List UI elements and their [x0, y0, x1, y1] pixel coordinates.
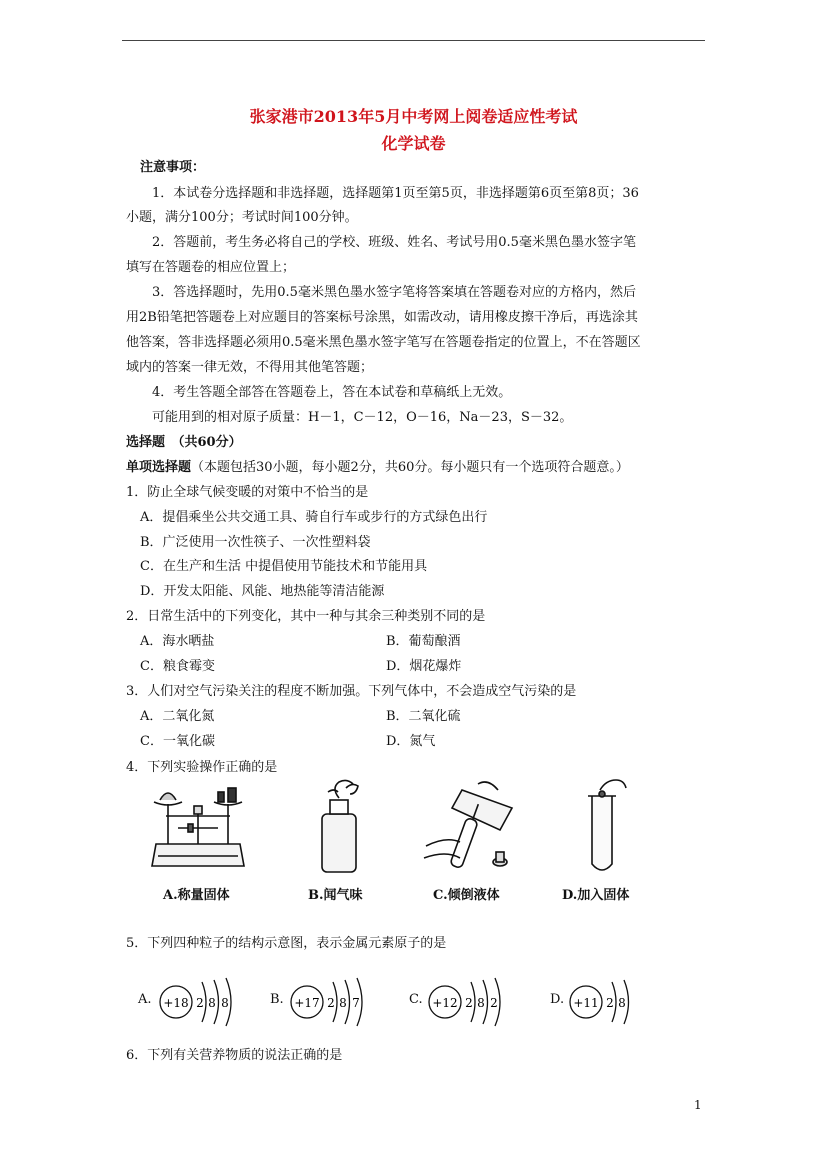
note-4: 4．考生答题全部答在答题卷上，答在本试卷和草稿纸上无效。	[152, 385, 512, 400]
q5-letter-c: C.	[409, 992, 423, 1007]
header-rule	[122, 40, 705, 41]
adding-solid-figure	[580, 776, 630, 876]
atom-diagram-c	[425, 974, 513, 1030]
atom-d-shell-1: 2	[606, 996, 614, 1010]
atom-a-shell-3: 8	[221, 996, 229, 1010]
q3-option-a: A．二氧化氮	[140, 709, 215, 724]
notes-heading: 注意事项：	[140, 160, 206, 175]
q4-caption-a: A.称量固体	[163, 888, 230, 903]
atom-a-nucleus: +18	[163, 996, 189, 1010]
atom-b-shell-1: 2	[327, 996, 335, 1010]
note-2a: 2．答题前，考生务必将自己的学校、班级、姓名、考试号用0.5毫米黑色墨水签字笔	[152, 235, 636, 250]
q1-option-d: D．开发太阳能、风能、地热能等清洁能源	[140, 584, 385, 599]
q6-stem: 6．下列有关营养物质的说法正确的是	[126, 1048, 343, 1063]
note-3b: 用2B铅笔把答题卷上对应题目的答案标号涂黑，如需改动，请用橡皮擦干净后，再选涂其	[126, 310, 638, 325]
q1-option-b: B．广泛使用一次性筷子、一次性塑料袋	[140, 535, 371, 550]
pouring-liquid-figure	[422, 778, 532, 874]
q1-stem: 1．防止全球气候变暖的对策中不恰当的是	[126, 485, 369, 500]
atomic-masses: 可能用到的相对原子质量：H－1，C－12，O－16，Na－23，S－32。	[152, 410, 573, 425]
note-3a: 3．答选择题时，先用0.5毫米黑色墨水签字笔将答案填在答题卷对应的方格内，然后	[152, 285, 636, 300]
q1-option-a: A．提倡乘坐公共交通工具、骑自行车或步行的方式绿色出行	[140, 510, 488, 525]
q4-caption-b: B.闻气味	[308, 888, 363, 903]
q5-letter-b: B.	[270, 992, 284, 1007]
atom-c-nucleus: +12	[432, 996, 458, 1010]
q4-stem: 4．下列实验操作正确的是	[126, 760, 278, 775]
q2-option-b: B．葡萄酿酒	[386, 634, 461, 649]
q3-option-d: D．氮气	[386, 734, 436, 749]
page-number: 1	[694, 1098, 702, 1112]
q3-stem: 3．人们对空气污染关注的程度不断加强。下列气体中，不会造成空气污染的是	[126, 684, 577, 699]
section-heading: 选择题 （共60分）	[126, 435, 242, 450]
note-2b: 填写在答题卷的相应位置上；	[126, 260, 296, 275]
atom-diagram-d	[566, 974, 642, 1030]
note-3c: 他答案，答非选择题必须用0.5毫米黑色墨水签字笔写在答题卷指定的位置上，不在答题区	[126, 335, 641, 350]
exam-title: 张家港市2013年5月中考网上阅卷适应性考试	[249, 107, 578, 126]
section-sub-text: （本题包括30小题，每小题2分，共60分。每小题只有一个选项符合题意。）	[191, 460, 629, 475]
atom-b-nucleus: +17	[294, 996, 320, 1010]
atom-c-shell-1: 2	[465, 996, 473, 1010]
note-3d: 域内的答案一律无效，不得用其他笔答题；	[126, 360, 374, 375]
section-sub-label: 单项选择题	[126, 460, 192, 475]
atom-b-shell-3: 7	[352, 996, 360, 1010]
atom-d-nucleus: +11	[573, 996, 599, 1010]
q3-option-c: C．一氧化碳	[140, 734, 215, 749]
smelling-gas-figure	[310, 778, 370, 874]
atom-a-shell-1: 2	[196, 996, 204, 1010]
q2-stem: 2．日常生活中的下列变化，其中一种与其余三种类别不同的是	[126, 609, 486, 624]
section-instructions	[126, 459, 629, 477]
atom-diagram-a	[156, 974, 244, 1030]
atom-diagram-b	[287, 974, 375, 1030]
atom-a-shell-2: 8	[208, 996, 216, 1010]
q2-option-a: A．海水晒盐	[140, 634, 215, 649]
balance-scale-figure	[148, 782, 248, 874]
note-1b: 小题，满分100分；考试时间100分钟。	[126, 210, 358, 225]
note-1a: 1．本试卷分选择题和非选择题，选择题第1页至第5页，非选择题第6页至第8页；36	[152, 186, 639, 201]
atom-c-shell-3: 2	[490, 996, 498, 1010]
exam-subtitle: 化学试卷	[381, 134, 446, 153]
q4-caption-c: C.倾倒液体	[433, 888, 500, 903]
q5-letter-d: D.	[550, 992, 565, 1007]
q5-letter-a: A.	[138, 992, 152, 1007]
q3-option-b: B．二氧化硫	[386, 709, 461, 724]
atom-d-shell-2: 8	[618, 996, 626, 1010]
q1-option-c: C．在生产和生活 中提倡使用节能技术和节能用具	[140, 559, 428, 574]
q5-stem: 5．下列四种粒子的结构示意图，表示金属元素原子的是	[126, 936, 447, 951]
q4-caption-d: D.加入固体	[562, 888, 630, 903]
q2-option-c: C．粮食霉变	[140, 659, 215, 674]
atom-c-shell-2: 8	[477, 996, 485, 1010]
atom-b-shell-2: 8	[339, 996, 347, 1010]
q2-option-d: D．烟花爆炸	[386, 659, 462, 674]
